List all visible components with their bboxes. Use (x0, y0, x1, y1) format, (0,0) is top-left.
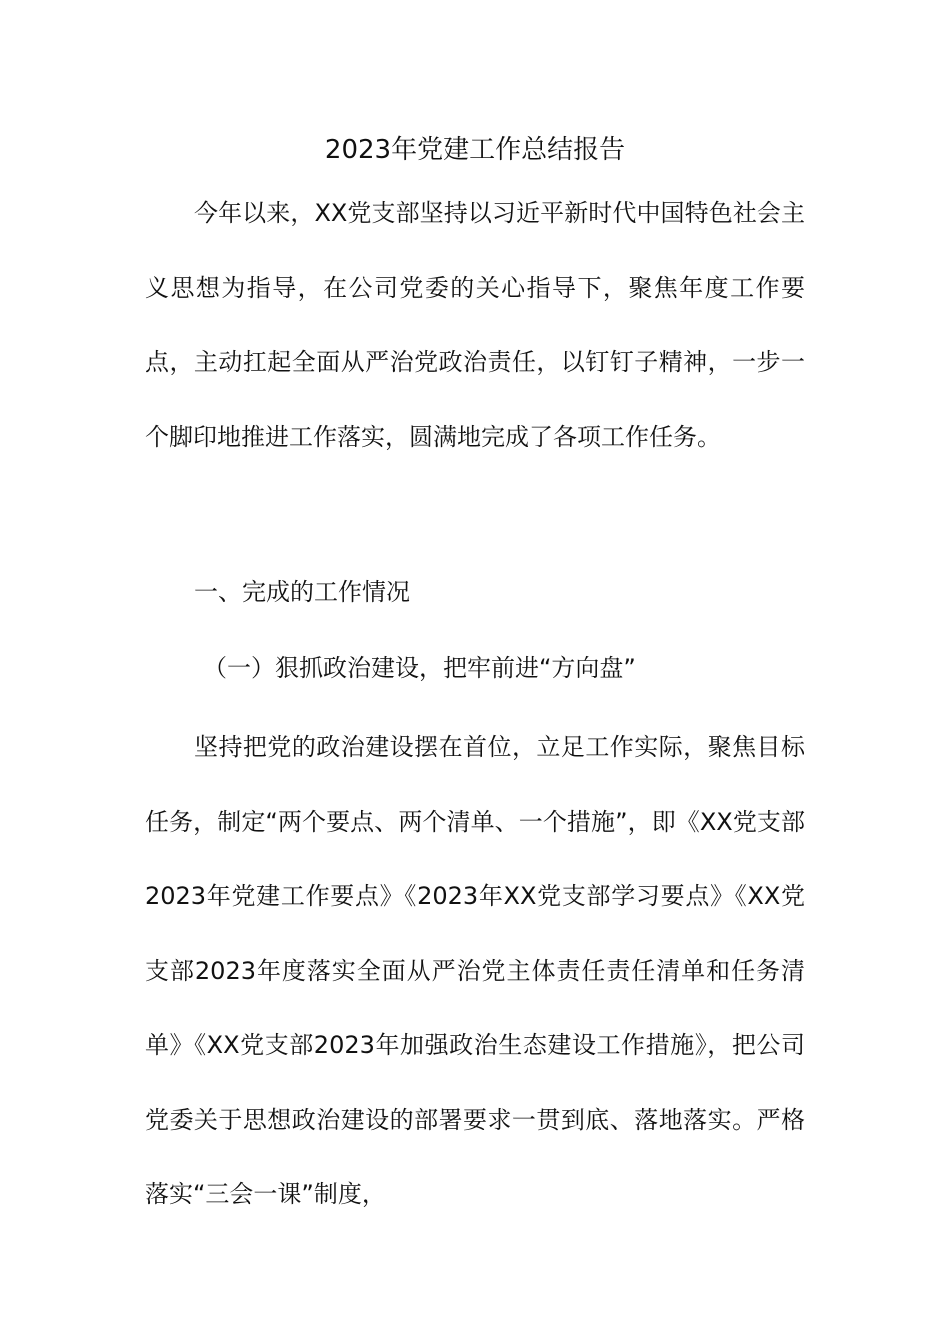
document-title: 2023年党建工作总结报告 (324, 135, 626, 165)
body-paragraph: 坚持把党的政治建设摆在首位，立足工作实际，聚焦目标任务，制定“两个要点、两个清单、一个措施”，即《XX党支部2023年党建工作要点》《2023年XX党支部学习要点》《XX党支部2023年度落实全面从严治党主体责任责任清单和任务清单》《XX党支部2023年加强政治生态建设工作措施》，把公司党委关于思想政治建设的部署要求一贯到底、落地落实。严格落实“三会一课”制度， (145, 733, 805, 1208)
section-heading: 一、完成的工作情况 (194, 578, 410, 606)
subsection-heading: （一）狠抓政治建设，把牢前进“方向盘” (203, 654, 636, 682)
intro-paragraph: 今年以来，XX党支部坚持以习近平新时代中国特色社会主义思想为指导，在公司党委的关心指导下，聚焦年度工作要点，主动扛起全面从严治党政治责任，以钉钉子精神，一步一个脚印地推进工作落实，圆满地完成了各项工作任务。 (145, 199, 805, 451)
